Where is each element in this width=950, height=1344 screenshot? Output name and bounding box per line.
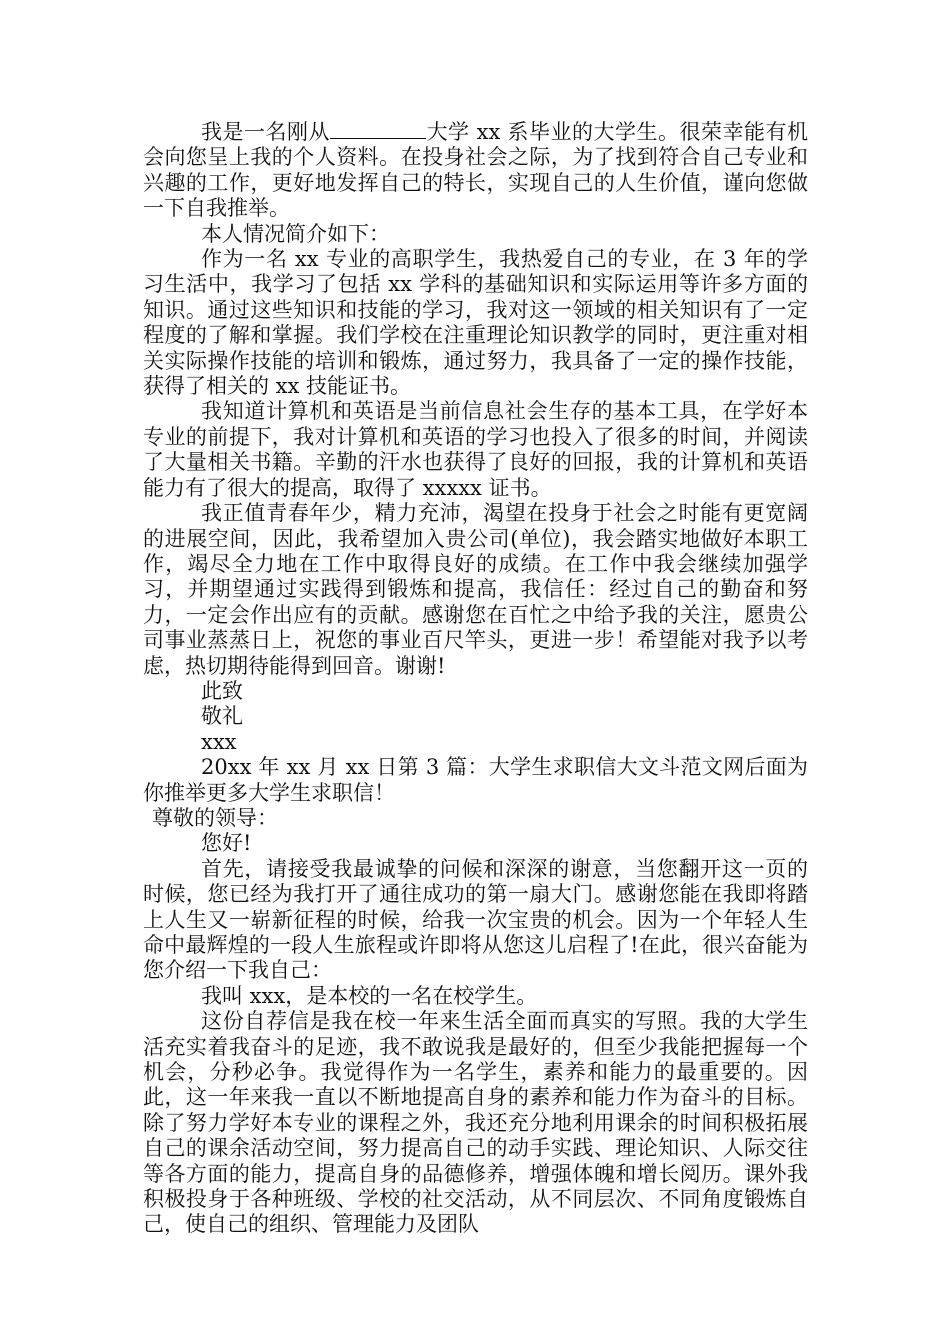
school-name-blank bbox=[330, 119, 426, 139]
closing-line-1: 此致 bbox=[201, 678, 243, 703]
date-line: 20xx 年 xx 月 xx 日第 3 篇：大学生求职信大文斗范文网后面为你推举更多大学生求职信！ bbox=[143, 755, 808, 805]
closing-line-2: 敬礼 bbox=[201, 704, 243, 729]
signature: xxx bbox=[201, 729, 237, 754]
overview-heading: 本人情况简介如下： bbox=[201, 221, 390, 246]
intro-text-rest: 大学 xx 系毕业的大学生。很荣幸能有机会向您呈上我的个人资料。在投身社会之际，为了找到符合自己专业和兴趣的工作，更好地发挥自己的特长，实现自己的人生价值，谨向您做一下自我推举。 bbox=[143, 120, 809, 221]
name-intro: 我叫 xxx，是本校的一名在校学生。 bbox=[201, 983, 538, 1008]
greeting: 您好! bbox=[201, 831, 252, 856]
major-paragraph: 作为一名 xx 专业的高职学生，我热爱自己的专业，在 3 年的学习生活中，我学习了包括 xx 学科的基础知识和实际运用等许多方面的知识。通过这些知识和技能的学习，我对这一领域的相关知识有了一定程度的了解和掌握。我们学校在注重理论知识教学的同时，更注重对相关实际操作技能的培训和锻炼，通过努力，我具备了一定的操作技能，获得了相关的 xx 技能证书。 bbox=[143, 247, 808, 399]
intro-paragraph bbox=[143, 119, 808, 222]
salutation: 尊敬的领导： bbox=[152, 805, 278, 830]
self-recommendation-paragraph: 这份自荐信是我在校一年来生活全面而真实的写照。我的大学生活充实着我奋斗的足迹，我不敢说我是最好的，但至少我能把握每一个机会，分秒必争。我觉得作为一名学生，素养和能力的最重要的。因此，这一年来我一直以不断地提高自身的素养和能力作为奋斗的目标。除了努力学好本专业的课程之外，我还充分地利用课余的时间积极拓展自己的课余活动空间，努力提高自己的动手实践、理论知识、人际交往等各方面的能力，提高自身的品德修养，增强体魄和增长阅历。课外我积极投身于各种班级、学校的社交活动，从不同层次、不同角度锻炼自己，使自己的组织、管理能力及团队 bbox=[143, 1009, 808, 1237]
first-paragraph: 首先，请接受我最诚挚的问候和深深的谢意，当您翻开这一页的时候，您已经为我打开了通往成功的第一扇大门。感谢您能在我即将踏上人生又一崭新征程的时候，给我一次宝贵的机会。因为一个年轻人生命中最辉煌的一段人生旅程或许即将从您这儿启程了!在此，很兴奋能为您介绍一下我自己： bbox=[143, 856, 808, 983]
computer-english-paragraph: 我知道计算机和英语是当前信息社会生存的基本工具，在学好本专业的前提下，我对计算机和英语的学习也投入了很多的时间，并阅读了大量相关书籍。辛勤的汗水也获得了良好的回报，我的计算机和英语能力有了很大的提高，取得了 xxxxx 证书。 bbox=[143, 399, 808, 500]
intro-text-start: 我是一名刚从 bbox=[201, 120, 330, 144]
youth-paragraph: 我正值青春年少，精力充沛，渴望在投身于社会之时能有更宽阔的进展空间，因此，我希望加入贵公司(单位)，我会踏实地做好本职工作，竭尽全力地在工作中取得良好的成绩。在工作中我会继续加强学习，并期望通过实践得到锻炼和提高，我信任：经过自己的勤奋和努力，一定会作出应有的贡献。感谢您在百忙之中给予我的关注，愿贵公司事业蒸蒸日上，祝您的事业百尺竿头，更进一步！希望能对我予以考虑，热切期待能得到回音。谢谢! bbox=[143, 501, 808, 678]
letter-body bbox=[143, 119, 808, 1238]
